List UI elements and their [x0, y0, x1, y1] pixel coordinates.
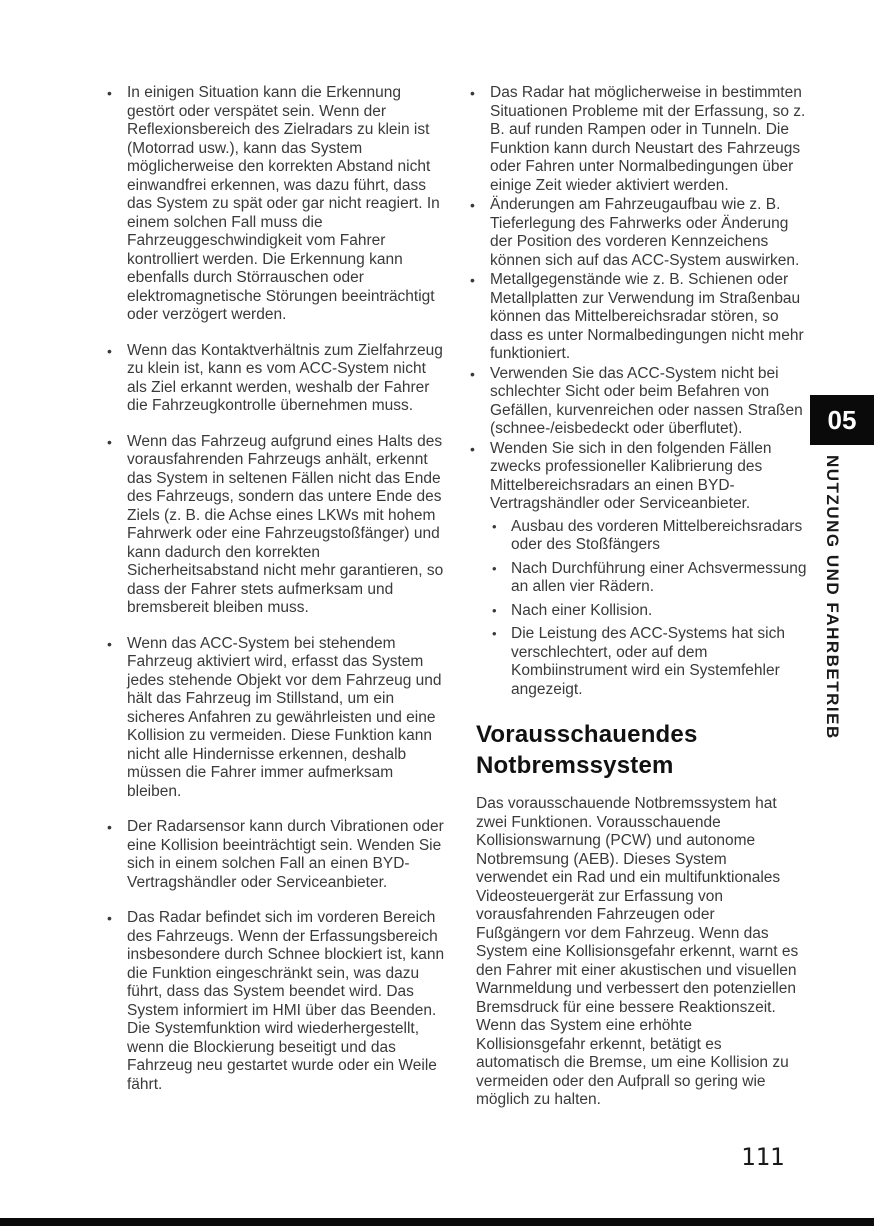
footer-bar — [0, 1218, 874, 1226]
left-column — [105, 84, 445, 1111]
page-number: 111 — [741, 1143, 785, 1171]
chapter-title-vertical: NUTZUNG UND FAHRBETRIEB — [823, 455, 842, 740]
body-paragraph: Das vorausschauende Notbremssystem hat zwei Funktionen. Vorausschauende Kollisionswarnung (PCW) und autonome Notbremsung (AEB). Dieses System verwendet ein Rad und ein multifunktionales Videosteuergerät zur Erfassung von vorausfahrenden Fahrzeugen oder Fußgängern vor dem Fahrzeug. Wenn das System eine Kollisionsgefahr erkennt, warnt es den Fahrer mit einer akustischen und visuellen Warnmeldung und verbessert den potenziellen Bremsdruck für eine bessere Reaktionszeit. Wenn das System eine erhöhte Kollisionsgefahr erkennt, betätigt es automatisch die Bremse, um eine Kollision zu vermeiden oder den Aufprall so gering wie möglich zu halten. — [476, 795, 799, 1108]
right-column — [468, 84, 808, 1110]
calibration-sub-list — [468, 518, 808, 700]
bullet-item: • Wenn das Fahrzeug aufgrund eines Halts des vorausfahrenden Fahrzeugs anhält, erkennt das System in seltenen Fällen nicht das Ende des Fahrzeugs, sondern das untere Ende des Ziels (z. B. die Achse eines LKWs mit hohem Fahrwerk oder eine Fahrzeugstoßfänger) und kann dadurch den korrekten Sicherheitsabstand nicht mehr garantieren, so dass der Fahrer stets aufmerksam und bremsbereit bleiben muss. — [105, 433, 445, 618]
bullet-item: • Wenn das Kontaktverhältnis zum Zielfahrzeug zu klein ist, kann es vom ACC-System nicht als Ziel erkannt werden, weshalb der Fahrer die Fahrzeugkontrolle übernehmen muss. — [105, 342, 445, 416]
sub-bullet-item: • Ausbau des vorderen Mittelbereichsradars oder des Stoßfängers — [492, 518, 808, 555]
bullet-item: • In einigen Situation kann die Erkennung gestört oder verspätet sein. Wenn der Reflexionsbereich des Zielradars zu klein ist (Motorrad usw.), kann das System möglicherweise den korrekten Abstand nicht einwandfrei erkennen, was dazu führt, dass das System zu spät oder gar nicht reagiert. In einem solchen Fall muss die Fahrzeuggeschwindigkeit vom Fahrer kontrolliert werden. Die Erkennung kann ebenfalls durch Störrauschen oder elektromagnetische Störungen beeinträchtigt oder verzögert werden. — [105, 84, 445, 325]
right-bullet-list — [468, 84, 808, 514]
sub-bullet-item: • Nach einer Kollision. — [492, 602, 808, 621]
left-bullet-list — [105, 84, 445, 1094]
bullet-item: • Das Radar hat möglicherweise in bestimmten Situationen Probleme mit der Erfassung, so z. B. auf runden Rampen oder in Tunneln. Die Funktion kann durch Neustart des Fahrzeugs oder Fahren unter Normalbedingungen über einige Zeit wieder aktiviert werden. — [468, 84, 808, 195]
sub-bullet-item: • Die Leistung des ACC-Systems hat sich verschlechtert, oder auf dem Kombiinstrument wird ein Systemfehler angezeigt. — [492, 625, 808, 699]
bullet-item: • Das Radar befindet sich im vorderen Bereich des Fahrzeugs. Wenn der Erfassungsbereich insbesondere durch Schnee blockiert ist, kann die Funktion eingeschränkt sein, was dazu führt, dass das System beendet wird. Das System informiert im HMI über das Beenden. Die Systemfunktion wird wiederhergestellt, wenn die Blockierung beseitigt und das Fahrzeug neu gestartet wurde oder ein Weile fährt. — [105, 909, 445, 1094]
bullet-item: • Änderungen am Fahrzeugaufbau wie z. B. Tieferlegung des Fahrwerks oder Änderung der Position des vorderen Kennzeichens können sich auf das ACC-System auswirken. — [468, 196, 808, 270]
bullet-item: • Wenn das ACC-System bei stehendem Fahrzeug aktiviert wird, erfasst das System jedes stehende Objekt vor dem Fahrzeug und hält das Fahrzeug im Stillstand, um ein sicheres Anfahren zu gewährleisten und eine Kollision zu vermeiden. Diese Funktion kann nicht alle Hindernisse erkennen, deshalb müssen die Fahrer immer aufmerksam bleiben. — [105, 635, 445, 802]
chapter-tab-number: 05 — [827, 404, 857, 435]
chapter-tab — [810, 395, 874, 445]
section-heading: Vorausschauendes Notbremssystem — [476, 721, 698, 779]
bullet-item: • Verwenden Sie das ACC-System nicht bei schlechter Sicht oder beim Befahren von Gefällen, kurvenreichen oder nassen Straßen (schnee-/eisbedeckt oder überflutet). — [468, 365, 808, 439]
bullet-item: • Der Radarsensor kann durch Vibrationen oder eine Kollision beeinträchtigt sein. Wenden Sie sich in einem solchen Fall an einen BYD-Vertragshändler oder Serviceanbieter. — [105, 818, 445, 892]
bullet-item: • Metallgegenstände wie z. B. Schienen oder Metallplatten zur Verwendung im Straßenbau können das Mittelbereichsradar stören, so dass es unter Normalbedingungen nicht mehr funktioniert. — [468, 271, 808, 364]
bullet-item: • Wenden Sie sich in den folgenden Fällen zwecks professioneller Kalibrierung des Mittelbereichsradars an einen BYD-Vertragshändler oder Serviceanbieter. — [468, 440, 808, 514]
sub-bullet-item: • Nach Durchführung einer Achsvermessung an allen vier Rädern. — [492, 560, 808, 597]
